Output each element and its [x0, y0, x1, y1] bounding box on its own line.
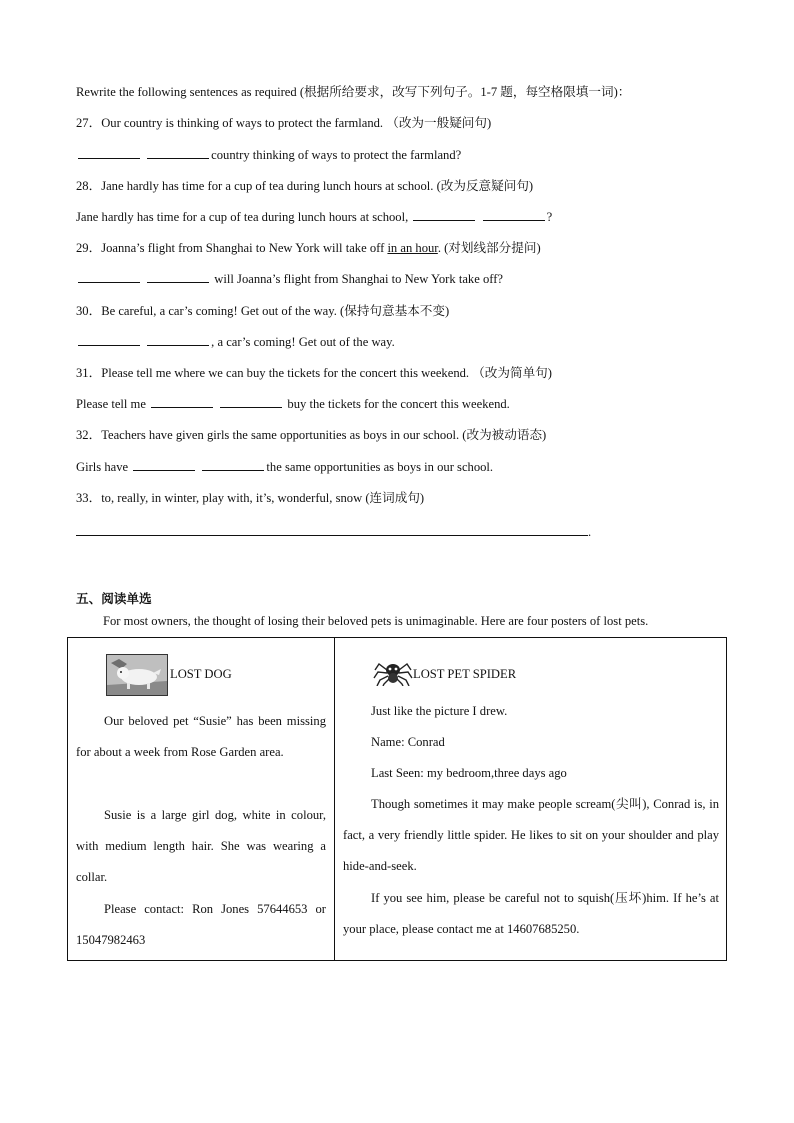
answer-text: the same opportunities as boys in our school. [266, 460, 494, 474]
blank[interactable] [147, 147, 209, 159]
dog-picture [106, 654, 168, 696]
answer-27 [76, 147, 461, 163]
answer-text: , a car’s coming! Get out of the way. [211, 335, 395, 349]
poster-title: LOST PET SPIDER [413, 667, 517, 681]
question-27: 27．Our country is thinking of ways to protect the farmland. （改为一般疑问句) [76, 116, 492, 130]
section-title: 五、阅读单选 [76, 591, 152, 606]
answer-text: ? [546, 210, 553, 224]
poster-paragraph: Though sometimes it may make people scream(尖叫), Conrad is, in fact, a very friendly little spider. He likes to sit on your shoulder and play hide-and-seek. [343, 797, 719, 873]
poster-lost-dog [68, 638, 335, 961]
question-text: 29．Joanna’s flight from Shanghai to New York will take off [76, 241, 388, 255]
underlined-phrase: in an hour [387, 241, 438, 255]
question-text: . (对划线部分提问) [437, 241, 541, 255]
blank[interactable] [78, 334, 140, 346]
question-29 [76, 240, 541, 256]
blank[interactable] [483, 209, 545, 221]
answer-text: buy the tickets for the concert this weekend. [284, 397, 510, 411]
poster-line: Just like the picture I drew. [371, 704, 508, 718]
answer-33-line[interactable] [76, 535, 588, 536]
poster-paragraph: If you see him, please be careful not to squish(压坏)him. If he’s at your place, please contact me at 14607685250. [343, 891, 719, 936]
poster-contact: Please contact: Ron Jones 57644653 or 15047982463 [76, 902, 326, 947]
poster-title: LOST DOG [170, 667, 232, 681]
poster-line: Name: Conrad [371, 735, 445, 749]
blank[interactable] [78, 147, 140, 159]
question-30: 30．Be careful, a car’s coming! Get out of the way. (保持句意基本不变) [76, 304, 450, 318]
answer-28 [76, 209, 552, 225]
blank[interactable] [413, 209, 475, 221]
answer-text: will Joanna’s flight from Shanghai to New York take off? [211, 272, 503, 286]
answer-text: Please tell me [76, 397, 146, 411]
answer-31 [76, 396, 510, 412]
reading-intro: For most owners, the thought of losing their beloved pets is unimaginable. Here are four posters of lost pets. [103, 614, 649, 628]
blank[interactable] [147, 271, 209, 283]
answer-33-period: . [588, 525, 592, 539]
answer-29 [76, 271, 503, 287]
answer-30 [76, 334, 395, 350]
blank[interactable] [202, 459, 264, 471]
poster-lost-spider [335, 638, 727, 961]
answer-text: Jane hardly has time for a cup of tea during lunch hours at school, [76, 210, 409, 224]
question-32: 32．Teachers have given girls the same opportunities as boys in our school. (改为被动语态) [76, 428, 547, 442]
answer-text: Girls have [76, 460, 129, 474]
spider-icon [373, 660, 413, 686]
posters-table [67, 637, 727, 961]
question-28: 28．Jane hardly has time for a cup of tea during lunch hours at school. (改为反意疑问句) [76, 179, 534, 193]
blank[interactable] [151, 396, 213, 408]
poster-paragraph: Our beloved pet “Susie” has been missing for about a week from Rose Garden area. [76, 714, 326, 759]
blank[interactable] [78, 271, 140, 283]
poster-paragraph: Susie is a large girl dog, white in colour, with medium length hair. She was wearing a collar. [76, 808, 326, 884]
instructions: Rewrite the following sentences as required (根据所给要求，改写下列句子。1-7 题，每空格限填一词)： [76, 85, 631, 99]
answer-32 [76, 459, 493, 475]
question-31: 31．Please tell me where we can buy the tickets for the concert this weekend. （改为简单句) [76, 366, 552, 380]
answer-text: country thinking of ways to protect the farmland? [211, 148, 462, 162]
blank[interactable] [133, 459, 195, 471]
poster-line: Last Seen: my bedroom,three days ago [371, 766, 567, 780]
blank[interactable] [147, 334, 209, 346]
question-33: 33．to, really, in winter, play with, it’s, wonderful, snow (连词成句) [76, 491, 425, 505]
blank[interactable] [220, 396, 282, 408]
